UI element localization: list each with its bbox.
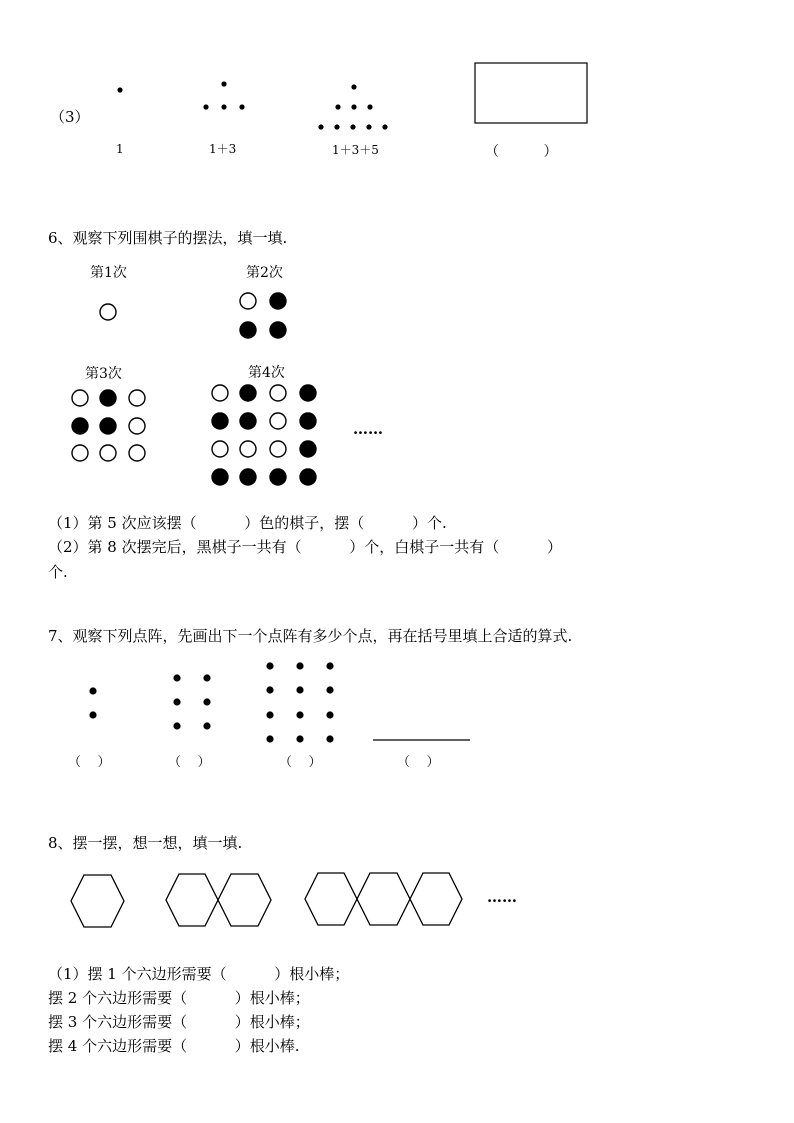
dot-pattern-2 (203, 81, 244, 109)
round-label-1: 第1次 (90, 265, 127, 281)
q8-title: 8、摆一摆，想一想，填一填. (48, 834, 243, 852)
answer-bracket: （ ） (485, 144, 558, 160)
q8-ellipsis: …… (487, 888, 517, 906)
dot-pattern-3 (318, 84, 387, 129)
round-label-3: 第3次 (85, 366, 122, 382)
q8-question-1: （1）摆 1 个六边形需要（ ）根小棒； (48, 965, 350, 983)
answer-box (475, 63, 587, 123)
q7-title: 7、观察下列点阵，先画出下一个点阵有多少个点，再在括号里填上合适的算式. (48, 627, 573, 645)
part3-label: （3） (50, 108, 90, 126)
stones-round-3 (72, 390, 145, 461)
stones-round-1 (100, 304, 116, 320)
dot-pattern-1 (117, 87, 122, 92)
caption-3: 1＋3＋5 (332, 143, 379, 157)
q6-question-2-cont: 个. (48, 563, 68, 581)
stones-round-2 (240, 293, 286, 338)
stones-round-4 (212, 385, 316, 485)
answer-bracket-2: （ ） (168, 755, 211, 770)
q6-question-2: （2）第 8 次摆完后，黑棋子一共有（ ）个，白棋子一共有（ ） (48, 538, 562, 556)
q6-question-1: （1）第 5 次应该摆（ ）色的棋子，摆（ ）个. (48, 514, 447, 532)
hexagon-figure-2 (166, 874, 271, 926)
dot-array-3 (266, 662, 333, 742)
q8-question-2: 摆 2 个六边形需要（ ）根小棒； (48, 989, 310, 1007)
caption-1: 1 (116, 142, 124, 156)
q8-question-4: 摆 4 个六边形需要（ ）根小棒. (48, 1037, 300, 1055)
answer-bracket-1: （ ） (68, 755, 111, 770)
answer-bracket-3: （ ） (279, 755, 322, 770)
hexagon-figure-1 (71, 875, 124, 927)
dot-array-1 (89, 687, 96, 718)
round-label-2: 第2次 (246, 265, 283, 281)
round-label-4: 第4次 (248, 365, 285, 381)
answer-bracket-4: （ ） (397, 755, 440, 770)
q6-title: 6、观察下列围棋子的摆法，填一填. (48, 229, 288, 247)
caption-2: 1＋3 (209, 142, 237, 156)
hexagon-figure-3 (305, 873, 462, 925)
q6-ellipsis: …… (353, 420, 383, 438)
dot-array-2 (173, 674, 210, 729)
q8-question-3: 摆 3 个六边形需要（ ）根小棒； (48, 1013, 310, 1031)
